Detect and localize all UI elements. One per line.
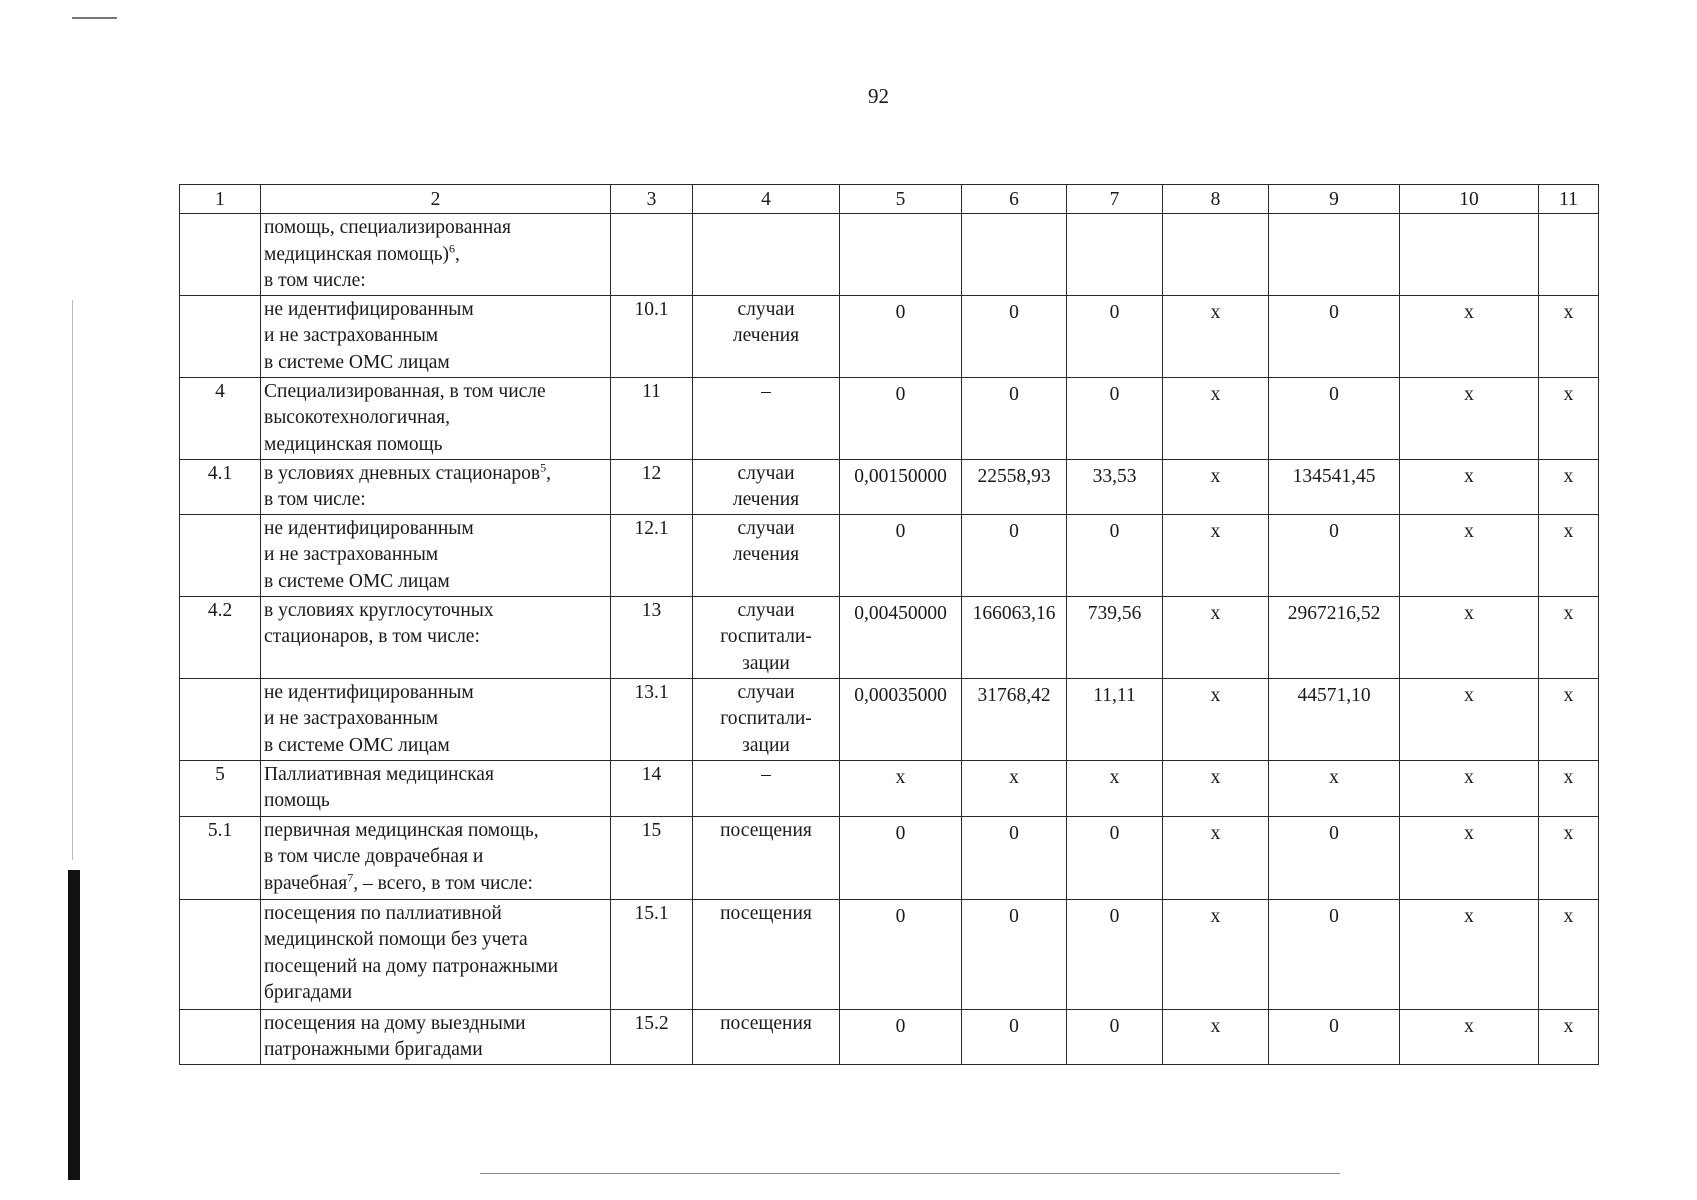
header-cell: 11 bbox=[1539, 185, 1599, 214]
value-cell: 0,00450000 bbox=[840, 596, 962, 678]
value-cell: 0 bbox=[1269, 1009, 1400, 1064]
value-cell: 0 bbox=[840, 514, 962, 596]
value-cell: х bbox=[1163, 816, 1269, 899]
value-cell: 0 bbox=[1269, 377, 1400, 459]
line-code-cell: 15.1 bbox=[611, 899, 693, 1009]
value-cell: х bbox=[1400, 459, 1539, 514]
table-row bbox=[180, 214, 1599, 296]
unit-cell: посещения bbox=[693, 1009, 840, 1064]
header-cell: 8 bbox=[1163, 185, 1269, 214]
row-number-cell bbox=[180, 1009, 261, 1064]
value-cell bbox=[1539, 214, 1599, 296]
header-cell: 1 bbox=[180, 185, 261, 214]
value-cell: 134541,45 bbox=[1269, 459, 1400, 514]
row-number-cell bbox=[180, 214, 261, 296]
table-row bbox=[180, 678, 1599, 760]
value-cell: х bbox=[1539, 678, 1599, 760]
value-cell: х bbox=[1400, 1009, 1539, 1064]
value-cell: х bbox=[1539, 816, 1599, 899]
line-code-cell: 12.1 bbox=[611, 514, 693, 596]
value-cell: х bbox=[1539, 899, 1599, 1009]
value-cell: х bbox=[1163, 678, 1269, 760]
scan-artifact-line bbox=[72, 300, 73, 860]
value-cell: х bbox=[1163, 377, 1269, 459]
header-cell: 5 bbox=[840, 185, 962, 214]
unit-cell: случаи лечения bbox=[693, 459, 840, 514]
table-row bbox=[180, 899, 1599, 1009]
unit-cell bbox=[693, 214, 840, 296]
row-number-cell bbox=[180, 514, 261, 596]
value-cell: х bbox=[1539, 596, 1599, 678]
table-row bbox=[180, 1009, 1599, 1064]
header-cell: 10 bbox=[1400, 185, 1539, 214]
line-code-cell: 13 bbox=[611, 596, 693, 678]
scan-artifact-bar bbox=[68, 870, 80, 1180]
value-cell: 0 bbox=[1067, 1009, 1163, 1064]
row-number-cell: 4.2 bbox=[180, 596, 261, 678]
value-cell: 33,53 bbox=[1067, 459, 1163, 514]
value-cell: 0,00150000 bbox=[840, 459, 962, 514]
row-number-cell bbox=[180, 899, 261, 1009]
value-cell bbox=[1163, 214, 1269, 296]
indicator-text: не идентифицированным и не застрахованным в системе ОМС лицам bbox=[264, 681, 474, 756]
value-cell: 22558,93 bbox=[962, 459, 1067, 514]
row-number-cell bbox=[180, 678, 261, 760]
indicator-text: посещения по паллиативной медицинской помощи без учета посещений на дому патронажными бригадами bbox=[264, 902, 559, 1003]
value-cell: 0 bbox=[962, 899, 1067, 1009]
indicator-name-cell bbox=[261, 295, 611, 377]
indicator-text-tail: , в том числе: bbox=[264, 462, 551, 510]
data-table bbox=[179, 184, 1599, 1065]
indicator-text: посещения на дому выездными патронажными бригадами bbox=[264, 1012, 526, 1060]
value-cell: х bbox=[1400, 678, 1539, 760]
value-cell: 0 bbox=[1067, 295, 1163, 377]
table-row bbox=[180, 596, 1599, 678]
value-cell: 0 bbox=[840, 899, 962, 1009]
indicator-text-tail: , – всего, в том числе: bbox=[353, 872, 533, 894]
value-cell: 0,00035000 bbox=[840, 678, 962, 760]
value-cell: х bbox=[962, 760, 1067, 816]
header-cell: 7 bbox=[1067, 185, 1163, 214]
value-cell: 0 bbox=[1269, 514, 1400, 596]
value-cell: 0 bbox=[962, 1009, 1067, 1064]
header-cell: 9 bbox=[1269, 185, 1400, 214]
value-cell: 0 bbox=[1269, 295, 1400, 377]
value-cell bbox=[840, 214, 962, 296]
indicator-text-tail: , в том числе: bbox=[264, 243, 460, 291]
indicator-name-cell bbox=[261, 678, 611, 760]
value-cell: х bbox=[1163, 1009, 1269, 1064]
line-code-cell: 15 bbox=[611, 816, 693, 899]
value-cell: х bbox=[840, 760, 962, 816]
table-row bbox=[180, 514, 1599, 596]
line-code-cell: 10.1 bbox=[611, 295, 693, 377]
value-cell: х bbox=[1539, 1009, 1599, 1064]
value-cell: 11,11 bbox=[1067, 678, 1163, 760]
value-cell: 0 bbox=[1067, 514, 1163, 596]
value-cell: х bbox=[1400, 816, 1539, 899]
value-cell: 0 bbox=[962, 377, 1067, 459]
value-cell: 0 bbox=[840, 295, 962, 377]
indicator-name-cell bbox=[261, 899, 611, 1009]
table-row bbox=[180, 295, 1599, 377]
header-cell: 4 bbox=[693, 185, 840, 214]
footnote-mark: 6 bbox=[449, 241, 456, 255]
row-number-cell: 4.1 bbox=[180, 459, 261, 514]
unit-cell: посещения bbox=[693, 899, 840, 1009]
value-cell: 0 bbox=[962, 514, 1067, 596]
indicator-name-cell bbox=[261, 596, 611, 678]
line-code-cell: 13.1 bbox=[611, 678, 693, 760]
value-cell: х bbox=[1400, 377, 1539, 459]
indicator-name-cell bbox=[261, 816, 611, 899]
row-number-cell: 5 bbox=[180, 760, 261, 816]
value-cell: х bbox=[1400, 760, 1539, 816]
value-cell: 0 bbox=[1067, 816, 1163, 899]
indicator-name-cell bbox=[261, 514, 611, 596]
indicator-text: Паллиативная медицинская помощь bbox=[264, 763, 494, 811]
value-cell: 31768,42 bbox=[962, 678, 1067, 760]
unit-cell: посещения bbox=[693, 816, 840, 899]
indicator-text: в условиях круглосуточных стационаров, в том числе: bbox=[264, 599, 494, 647]
value-cell: х bbox=[1163, 295, 1269, 377]
indicator-text: не идентифицированным и не застрахованным в системе ОМС лицам bbox=[264, 298, 474, 373]
indicator-text: не идентифицированным и не застрахованным в системе ОМС лицам bbox=[264, 517, 474, 592]
value-cell: х bbox=[1400, 596, 1539, 678]
indicator-name-cell bbox=[261, 459, 611, 514]
table-row bbox=[180, 377, 1599, 459]
value-cell: 166063,16 bbox=[962, 596, 1067, 678]
indicator-text: Специализированная, в том числе высокотехнологичная, медицинская помощь bbox=[264, 380, 546, 455]
row-number-cell: 5.1 bbox=[180, 816, 261, 899]
indicator-name-cell bbox=[261, 214, 611, 296]
indicator-text: первичная медицинская помощь, в том числе доврачебная и врачебная bbox=[264, 819, 539, 894]
value-cell: х bbox=[1400, 514, 1539, 596]
footnote-mark: 5 bbox=[540, 460, 547, 474]
value-cell: х bbox=[1539, 295, 1599, 377]
unit-cell: – bbox=[693, 377, 840, 459]
header-row bbox=[180, 185, 1599, 214]
value-cell: 0 bbox=[840, 1009, 962, 1064]
value-cell: 0 bbox=[1269, 899, 1400, 1009]
value-cell: х bbox=[1163, 760, 1269, 816]
indicator-name-cell bbox=[261, 377, 611, 459]
value-cell bbox=[1269, 214, 1400, 296]
value-cell: х bbox=[1400, 899, 1539, 1009]
value-cell: 0 bbox=[1067, 377, 1163, 459]
value-cell: х bbox=[1539, 377, 1599, 459]
unit-cell: случаи госпитали- зации bbox=[693, 678, 840, 760]
indicator-name-cell bbox=[261, 760, 611, 816]
table-row bbox=[180, 816, 1599, 899]
value-cell: х bbox=[1163, 899, 1269, 1009]
value-cell: 0 bbox=[962, 816, 1067, 899]
row-number-cell bbox=[180, 295, 261, 377]
value-cell: х bbox=[1269, 760, 1400, 816]
value-cell: х bbox=[1539, 760, 1599, 816]
line-code-cell: 11 bbox=[611, 377, 693, 459]
line-code-cell: 12 bbox=[611, 459, 693, 514]
value-cell: х bbox=[1163, 459, 1269, 514]
table-body bbox=[180, 214, 1599, 1065]
indicator-name-cell bbox=[261, 1009, 611, 1064]
line-code-cell bbox=[611, 214, 693, 296]
value-cell: х bbox=[1539, 459, 1599, 514]
row-number-cell: 4 bbox=[180, 377, 261, 459]
table-row bbox=[180, 760, 1599, 816]
table-row bbox=[180, 459, 1599, 514]
value-cell: х bbox=[1163, 514, 1269, 596]
footnote-mark: 7 bbox=[347, 870, 354, 884]
header-cell: 6 bbox=[962, 185, 1067, 214]
page-number: 92 bbox=[868, 84, 889, 108]
unit-cell: случаи лечения bbox=[693, 514, 840, 596]
value-cell: 0 bbox=[1067, 899, 1163, 1009]
value-cell bbox=[1400, 214, 1539, 296]
value-cell: х bbox=[1400, 295, 1539, 377]
value-cell: 0 bbox=[1269, 816, 1400, 899]
value-cell bbox=[962, 214, 1067, 296]
unit-cell: – bbox=[693, 760, 840, 816]
indicator-text: помощь, специализированная медицинская помощь) bbox=[264, 217, 511, 265]
value-cell: 2967216,52 bbox=[1269, 596, 1400, 678]
value-cell: 739,56 bbox=[1067, 596, 1163, 678]
value-cell bbox=[1067, 214, 1163, 296]
header-cell: 3 bbox=[611, 185, 693, 214]
scan-artifact-top bbox=[72, 17, 117, 19]
value-cell: 44571,10 bbox=[1269, 678, 1400, 760]
scan-artifact-bottom bbox=[480, 1173, 1340, 1174]
indicator-text: в условиях дневных стационаров bbox=[264, 462, 541, 484]
value-cell: х bbox=[1539, 514, 1599, 596]
value-cell: 0 bbox=[962, 295, 1067, 377]
header-cell: 2 bbox=[261, 185, 611, 214]
value-cell: х bbox=[1163, 596, 1269, 678]
value-cell: 0 bbox=[840, 816, 962, 899]
value-cell: х bbox=[1067, 760, 1163, 816]
line-code-cell: 14 bbox=[611, 760, 693, 816]
unit-cell: случаи госпитали- зации bbox=[693, 596, 840, 678]
line-code-cell: 15.2 bbox=[611, 1009, 693, 1064]
value-cell: 0 bbox=[840, 377, 962, 459]
unit-cell: случаи лечения bbox=[693, 295, 840, 377]
